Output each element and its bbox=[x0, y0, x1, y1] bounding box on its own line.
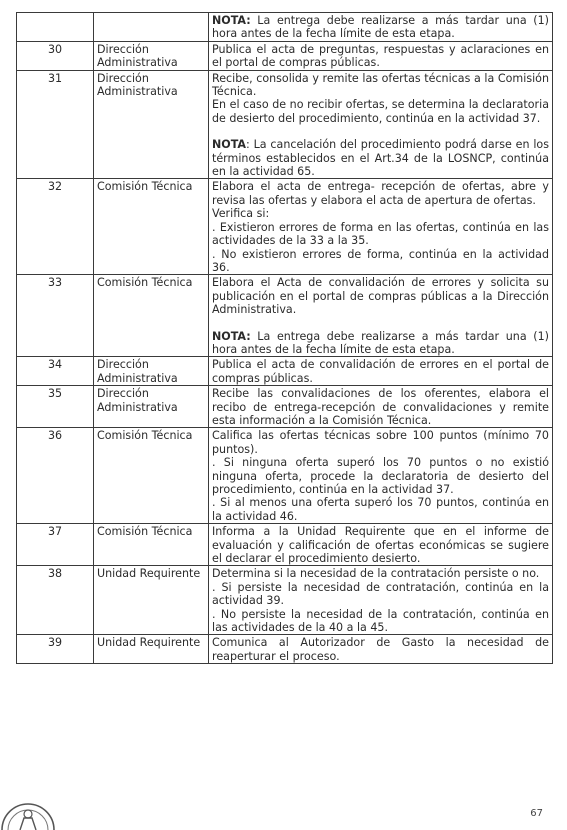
description-text: . No existieron errores de forma, continúa en la actividad 36. bbox=[212, 247, 549, 274]
description-text: Determina si la necesidad de la contratación persiste o no. bbox=[212, 567, 540, 581]
table-row bbox=[17, 13, 553, 42]
description-text: Comunica al Autorizador de Gasto la necesidad de reaperturar el proceso. bbox=[212, 636, 549, 663]
table-row bbox=[17, 428, 553, 524]
responsible-unit: Dirección Administrativa bbox=[94, 70, 209, 179]
activity-number: 31 bbox=[17, 70, 94, 179]
description-text: En el caso de no recibir ofertas, se determina la declaratoria de desierto del procedimiento, continúa en la actividad 37. bbox=[212, 98, 549, 125]
note-label: NOTA: bbox=[212, 329, 251, 343]
description-text: . Si al menos una oferta superó los 70 puntos, continúa en la actividad 46. bbox=[212, 496, 549, 523]
note-text: La entrega debe realizarse a más tardar una (1) hora antes de la fecha límite de esta etapa. bbox=[212, 14, 549, 41]
note-paragraph bbox=[212, 138, 549, 178]
description-text: Verifica si: bbox=[212, 207, 270, 221]
description-text: Califica las ofertas técnicas sobre 100 puntos (mínimo 70 puntos). bbox=[212, 429, 549, 456]
responsible-unit: Comisión Técnica bbox=[94, 428, 209, 524]
table-row bbox=[17, 70, 553, 179]
table-row bbox=[17, 635, 553, 664]
activity-description bbox=[209, 41, 553, 70]
responsible-unit bbox=[94, 13, 209, 42]
note-label: NOTA: bbox=[212, 14, 251, 27]
table-row bbox=[17, 41, 553, 70]
activity-description bbox=[209, 357, 553, 386]
description-text: Recibe las convalidaciones de los oferentes, elabora el recibo de entrega-recepción de convalidaciones y remite esta información a la Comisión Técnica. bbox=[212, 387, 549, 427]
responsible-unit: Comisión Técnica bbox=[94, 275, 209, 357]
activity-number: 39 bbox=[17, 635, 94, 664]
activity-description bbox=[209, 524, 553, 566]
description-text: . No persiste la necesidad de la contratación, continúa en las actividades de la 40 a la 45. bbox=[212, 607, 549, 635]
responsible-unit: Comisión Técnica bbox=[94, 524, 209, 566]
activity-number: 30 bbox=[17, 41, 94, 70]
table-row bbox=[17, 524, 553, 566]
activity-description bbox=[209, 70, 553, 179]
activity-number bbox=[17, 13, 94, 42]
description-text: Recibe, consolida y remite las ofertas técnicas a la Comisión Técnica. bbox=[212, 71, 549, 99]
activity-description bbox=[209, 179, 553, 275]
description-text: . Si ninguna oferta superó los 70 puntos o no existió ninguna oferta, procede la declaratoria de desierto del procedimiento, continúa en la actividad 37. bbox=[212, 456, 549, 496]
activity-number: 37 bbox=[17, 524, 94, 566]
note-label: NOTA bbox=[212, 138, 247, 152]
institution-seal-icon bbox=[0, 790, 56, 830]
note-paragraph bbox=[212, 14, 549, 41]
description-text: . Si persiste la necesidad de contratación, continúa en la actividad 39. bbox=[212, 580, 549, 608]
responsible-unit: Dirección Administrativa bbox=[94, 41, 209, 70]
table-row bbox=[17, 566, 553, 635]
activity-number: 33 bbox=[17, 275, 94, 357]
description-text: Publica el acta de convalidación de errores en el portal de compras públicas. bbox=[212, 358, 549, 385]
description-text: Publica el acta de preguntas, respuestas y aclaraciones en el portal de compras públicas. bbox=[212, 42, 549, 70]
responsible-unit: Unidad Requirente bbox=[94, 566, 209, 635]
description-text: Elabora el acta de entrega- recepción de ofertas, abre y revisa las ofertas y elabora el acta de apertura de ofertas. bbox=[212, 180, 549, 207]
description-text: Informa a la Unidad Requirente que en el informe de evaluación y calificación de ofertas económicas se sugiere el declarar el procedimiento desierto. bbox=[212, 525, 549, 566]
activity-description bbox=[209, 635, 553, 664]
responsible-unit: Dirección Administrativa bbox=[94, 357, 209, 386]
activity-number: 34 bbox=[17, 357, 94, 386]
description-text: Elabora el Acta de convalidación de errores y solicita su publicación en el portal de compras públicas a la Dirección Administrativa. bbox=[212, 276, 549, 317]
activity-number: 38 bbox=[17, 566, 94, 635]
table-row bbox=[17, 357, 553, 386]
activity-description bbox=[209, 566, 553, 635]
table-row bbox=[17, 275, 553, 357]
responsible-unit: Comisión Técnica bbox=[94, 179, 209, 275]
page-number: 67 bbox=[530, 808, 543, 819]
responsible-unit: Dirección Administrativa bbox=[94, 386, 209, 428]
note-paragraph bbox=[212, 330, 549, 357]
table-row bbox=[17, 386, 553, 428]
activity-description bbox=[209, 428, 553, 524]
activity-description bbox=[209, 386, 553, 428]
activity-number: 32 bbox=[17, 179, 94, 275]
activity-number: 35 bbox=[17, 386, 94, 428]
activities-table bbox=[16, 12, 553, 664]
note-text: : La cancelación del procedimiento podrá darse en los términos establecidos en el Art.34 de la LOSNCP, continúa en la actividad 65. bbox=[212, 138, 549, 179]
activity-description bbox=[209, 275, 553, 357]
table-row bbox=[17, 179, 553, 275]
note-text: La entrega debe realizarse a más tardar una (1) hora antes de la fecha límite de esta etapa. bbox=[212, 329, 549, 356]
activity-number: 36 bbox=[17, 428, 94, 524]
responsible-unit: Unidad Requirente bbox=[94, 635, 209, 664]
description-text: . Existieron errores de forma en las ofertas, continúa en las actividades de la 33 a la 35. bbox=[212, 220, 549, 248]
activity-description bbox=[209, 13, 553, 42]
